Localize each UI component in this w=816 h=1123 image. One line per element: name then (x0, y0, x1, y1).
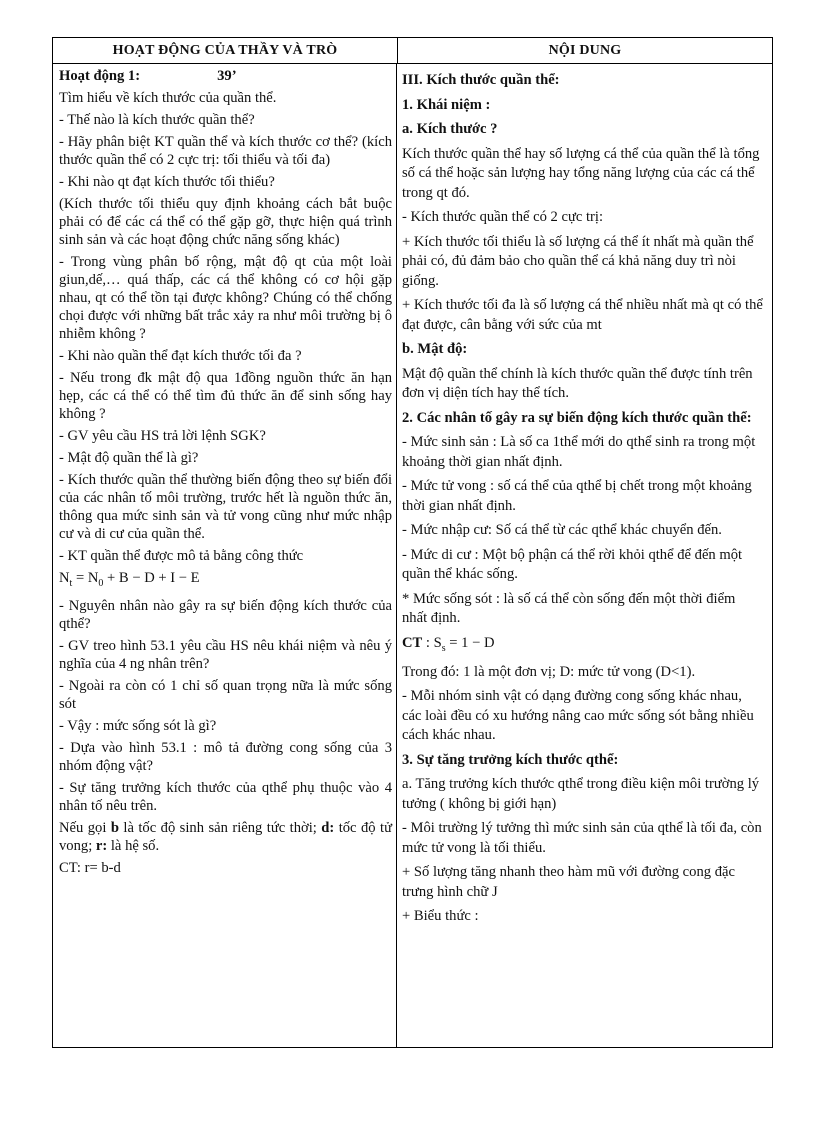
content-paragraph: Kích thước quần thể hay số lượng cá thể của quần thể là tổng số cá thể hoặc sản lượng hay tổng năng lượng của các cá thể trong qt đó. (402, 145, 760, 201)
activity-heading (59, 67, 392, 85)
left-item: - KT quần thể được mô tả bằng công thức (59, 548, 304, 564)
left-item: - Hãy phân biệt KT quần thể và kích thước cơ thể? (kích thước quần thể có 2 cực trị: tối thiểu và tối đa) (59, 134, 392, 168)
left-item: - Ngoài ra còn có 1 chỉ số quan trọng nữa là mức sống sót (59, 677, 392, 712)
left-item: (Kích thước tối thiểu quy định khoảng cách bắt buộc phải có để các cá thể có thể gặp gỡ, thực hiện quá trình sinh sản và các hoạt động chức năng sống khác) (59, 196, 392, 248)
right-column (397, 64, 772, 1048)
content-paragraph: - Mức di cư : Một bộ phận cá thể rời khỏi qthể để đến một quần thể khác sống. (402, 546, 743, 582)
content-paragraph: + Số lượng tăng nhanh theo hàm mũ với đường cong đặc trưng hình chữ J (402, 864, 735, 900)
content-paragraph: * Mức sống sót : là số cá thể còn sống đến một thời điểm nhất định. (402, 590, 736, 626)
content-table (52, 37, 773, 1048)
content-paragraph: - Mức nhập cư: Số cá thể từ các qthể khác chuyển đến. (402, 522, 722, 538)
left-item: - GV treo hình 53.1 yêu cầu HS nêu khái niệm và nêu ý nghĩa của 4 ng nhân trên? (59, 637, 392, 672)
growth-formula: CT: r= b-d (59, 859, 121, 876)
survival-formula: CT : $S_s = 1 - D$ (402, 634, 495, 654)
content-paragraph: Mật độ quần thể chính là kích thước quần thể được tính trên đơn vị diện tích hay thể tích. (402, 365, 753, 401)
left-item: - Nguyên nhân nào gây ra sự biến động kích thước của qthể? (59, 597, 392, 632)
subsection-heading: 1. Khái niệm : (402, 96, 491, 113)
content-paragraph: + Kích thước tối thiểu là số lượng cá thể ít nhất mà quần thể phải có, đủ đảm bảo cho quần thể cá khả năng duy trì nòi giống. (402, 233, 754, 289)
content-paragraph: - Mức tử vong : số cá thể của qthể bị chết trong một khoảng thời gian nhất định. (402, 478, 752, 514)
left-item: - Kích thước quần thể thường biến động theo sự biến đổi của các nhân tố môi trường, trước hết là nguồn thức ăn, thông qua mức sinh sản và tử vong cũng như mức nhập cư và di cư của quần thể. (59, 472, 392, 542)
left-item: - Thế nào là kích thước quần thể? (59, 112, 255, 128)
table-body (53, 64, 772, 1048)
left-item: - Sự tăng trưởng kích thước của qthể phụ thuộc vào 4 nhân tố nêu trên. (59, 779, 392, 814)
activity-time: 39’ (217, 68, 237, 84)
subsection-heading: a. Kích thước ? (402, 121, 498, 137)
subsection-heading: 2. Các nhân tố gây ra sự biến động kích thước quần thể: (402, 409, 752, 426)
left-item: - Trong vùng phân bố rộng, mật độ qt của một loài giun,dế,… quá thấp, các cá thể không có cơ hội gặp nhau, qt có thể tồn tại được không? Chúng có thể chống chọi được với những bất trắc xảy ra như môi trường bị ô nhiễm không ? (59, 254, 392, 342)
left-item: - Mật độ quần thể là gì? (59, 450, 199, 466)
header-right: NỘI DUNG (548, 42, 622, 58)
header-left: HOẠT ĐỘNG CỦA THẦY VÀ TRÒ (53, 38, 398, 63)
left-item: Tìm hiểu về kích thước của quần thể. (59, 90, 277, 106)
left-item: - Khi nào quần thể đạt kích thước tối đa ? (59, 348, 302, 364)
content-paragraph: - Môi trường lý tưởng thì mức sinh sản của qthể là tối đa, còn mức tử vong là tối thiểu. (402, 820, 762, 856)
activity-label: Hoạt động 1: (59, 68, 141, 84)
content-paragraph: + Kích thước tối đa là số lượng cá thể nhiều nhất mà qt có thể đạt được, cân bằng với sức của mt (402, 297, 763, 333)
content-paragraph: - Mức sinh sản : Là số ca 1thể mới do qthể sinh ra trong một khoảng thời gian nhất định. (402, 434, 756, 470)
subsection-heading: b. Mật độ: (402, 341, 468, 357)
rate-definition: Nếu gọi b là tốc độ sinh sản riêng tức thời; d: tốc độ tử vong; r: là hệ số. (59, 819, 392, 854)
section-heading: III. Kích thước quần thể: (402, 72, 560, 88)
content-paragraph: - Mỗi nhóm sinh vật có dạng đường cong sống khác nhau, các loài đều có xu hướng nâng cao mức sống sót bằng nhiều cách khác nhau. (402, 688, 754, 744)
left-item: - Dựa vào hình 53.1 : mô tả đường cong sống của 3 nhóm động vật? (59, 739, 392, 774)
left-item: - Vậy : mức sống sót là gì? (59, 717, 217, 734)
left-item: - Nếu trong đk mật độ qua 1đồng nguồn thức ăn hạn hẹp, các cá thể có thể tìm đủ thức ăn để sinh sống hay không ? (59, 370, 392, 422)
content-paragraph: - Kích thước quần thể có 2 cực trị: (402, 209, 604, 225)
content-paragraph: Trong đó: 1 là một đơn vị; D: mức tử vong (D<1). (402, 663, 696, 680)
table-header (53, 38, 772, 64)
subsection-heading: 3. Sự tăng trưởng kích thước qthể: (402, 751, 619, 768)
content-paragraph: a. Tăng trưởng kích thước qthể trong điều kiện môi trường lý tưởng ( không bị giới hạn) (402, 776, 760, 812)
left-item: - Khi nào qt đạt kích thước tối thiểu? (59, 174, 275, 190)
size-formula: $N_t = N_0 + B - D + I - E$ (59, 570, 200, 589)
left-item: - GV yêu cầu HS trả lời lệnh SGK? (59, 428, 266, 444)
content-paragraph: + Biểu thức : (402, 908, 479, 925)
left-column (53, 64, 397, 1048)
